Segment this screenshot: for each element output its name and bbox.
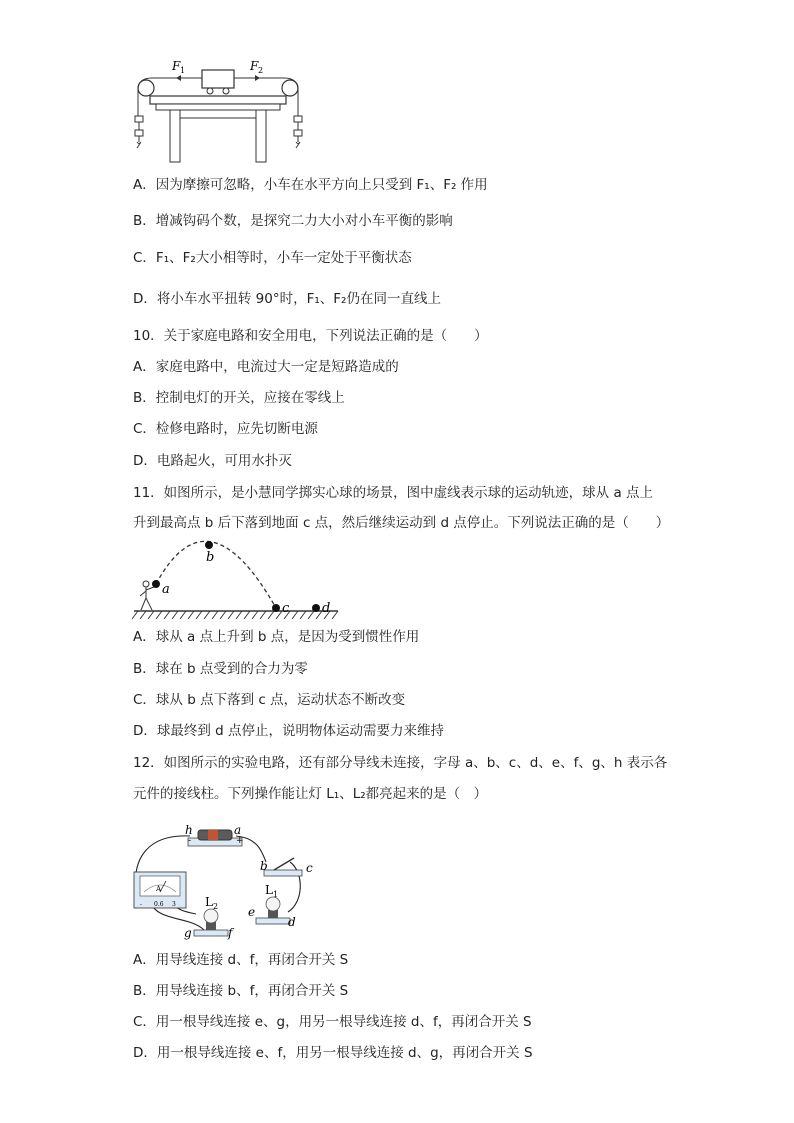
terminal-b-label: b xyxy=(260,859,268,873)
q11-stem-line2: 升到最高点 b 后下落到地面 c 点，然后继续运动到 d 点停止。下列说法正确的是（ ） xyxy=(133,515,670,531)
label-d: d xyxy=(322,601,331,616)
battery-minus-label: - xyxy=(188,836,192,846)
lamp-l1-subscript: 1 xyxy=(273,890,279,899)
q11-stem-line1: 11．如图所示，是小慧同学掷实心球的场景，图中虚线表示球的运动轨迹，球从 a 点上 xyxy=(133,485,654,501)
ball-point-b xyxy=(205,541,213,549)
q10-option-a: A．家庭电路中，电流过大一定是短路造成的 xyxy=(133,359,399,375)
q11-option-b: B．球在 b 点受到的合力为零 xyxy=(133,661,308,677)
q10-option-c: C．检修电路时，应先切断电源 xyxy=(133,421,318,437)
label-c: c xyxy=(282,601,290,616)
lamp-l1-label: L xyxy=(265,883,273,897)
terminal-h-label: h xyxy=(185,823,193,837)
ammeter-scale-minus: - xyxy=(140,901,143,908)
ball-point-d xyxy=(312,604,320,612)
battery-plus-label: + xyxy=(236,836,244,846)
circuit-figure xyxy=(128,818,324,944)
f2-subscript: 2 xyxy=(258,66,264,75)
terminal-c-label: c xyxy=(306,861,313,875)
terminal-e-label: e xyxy=(248,905,256,919)
label-b: b xyxy=(206,550,215,565)
ball-point-a xyxy=(152,580,160,588)
f2-label: F xyxy=(250,59,259,73)
q11-option-c: C．球从 b 点下落到 c 点，运动状态不断改变 xyxy=(133,692,406,708)
q11-option-a: A．球从 a 点上升到 b 点，是因为受到惯性作用 xyxy=(133,629,420,645)
ammeter-a-label: A xyxy=(156,885,162,893)
terminal-f-label: f xyxy=(228,926,233,940)
label-a: a xyxy=(162,582,170,597)
q9-option-b: B．增减钩码个数，是探究二力大小对小车平衡的影响 xyxy=(133,213,453,229)
lamp-l2-label: L xyxy=(205,895,213,909)
q11-option-d: D．球最终到 d 点停止，说明物体运动需要力来维持 xyxy=(133,723,445,739)
q12-stem-line1: 12．如图所示的实验电路，还有部分导线未连接，字母 a、b、c、d、e、f、g、h 表示各 xyxy=(133,755,668,771)
q12-option-b: B．用导线连接 b、f，再闭合开关 S xyxy=(133,983,349,999)
ammeter-scale-06: 0.6 xyxy=(154,901,164,908)
ball-trajectory-figure xyxy=(132,538,342,622)
q12-option-c: C．用一根导线连接 e、g，用另一根导线连接 d、f，再闭合开关 S xyxy=(133,1014,532,1030)
q9-option-c: C．F₁、F₂大小相等时，小车一定处于平衡状态 xyxy=(133,250,412,266)
f1-subscript: 1 xyxy=(180,66,186,75)
q10-option-d: D．电路起火，可用水扑灭 xyxy=(133,453,292,469)
q12-option-d: D．用一根导线连接 e、f，用另一根导线连接 d、g，再闭合开关 S xyxy=(133,1045,533,1061)
lamp-l2-subscript: 2 xyxy=(213,902,219,911)
q12-stem-line2: 元件的接线柱。下列操作能让灯 L₁、L₂都亮起来的是（ ） xyxy=(133,786,488,802)
ammeter-scale-3: 3 xyxy=(172,901,176,908)
q10-stem: 10．关于家庭电路和安全用电，下列说法正确的是（ ） xyxy=(133,328,488,344)
f1-label: F xyxy=(172,59,181,73)
q10-option-b: B．控制电灯的开关，应接在零线上 xyxy=(133,390,345,406)
q12-option-a: A．用导线连接 d、f，再闭合开关 S xyxy=(133,952,349,968)
cart-pulley-figure xyxy=(132,56,304,168)
q9-option-a: A．因为摩擦可忽略，小车在水平方向上只受到 F₁、F₂ 作用 xyxy=(133,177,488,193)
terminal-d-label: d xyxy=(288,915,296,929)
q9-option-d: D．将小车水平扭转 90°时，F₁、F₂仍在同一直线上 xyxy=(133,291,441,307)
ball-point-c xyxy=(272,604,280,612)
terminal-a-label: a xyxy=(234,823,242,837)
terminal-g-label: g xyxy=(184,926,192,940)
